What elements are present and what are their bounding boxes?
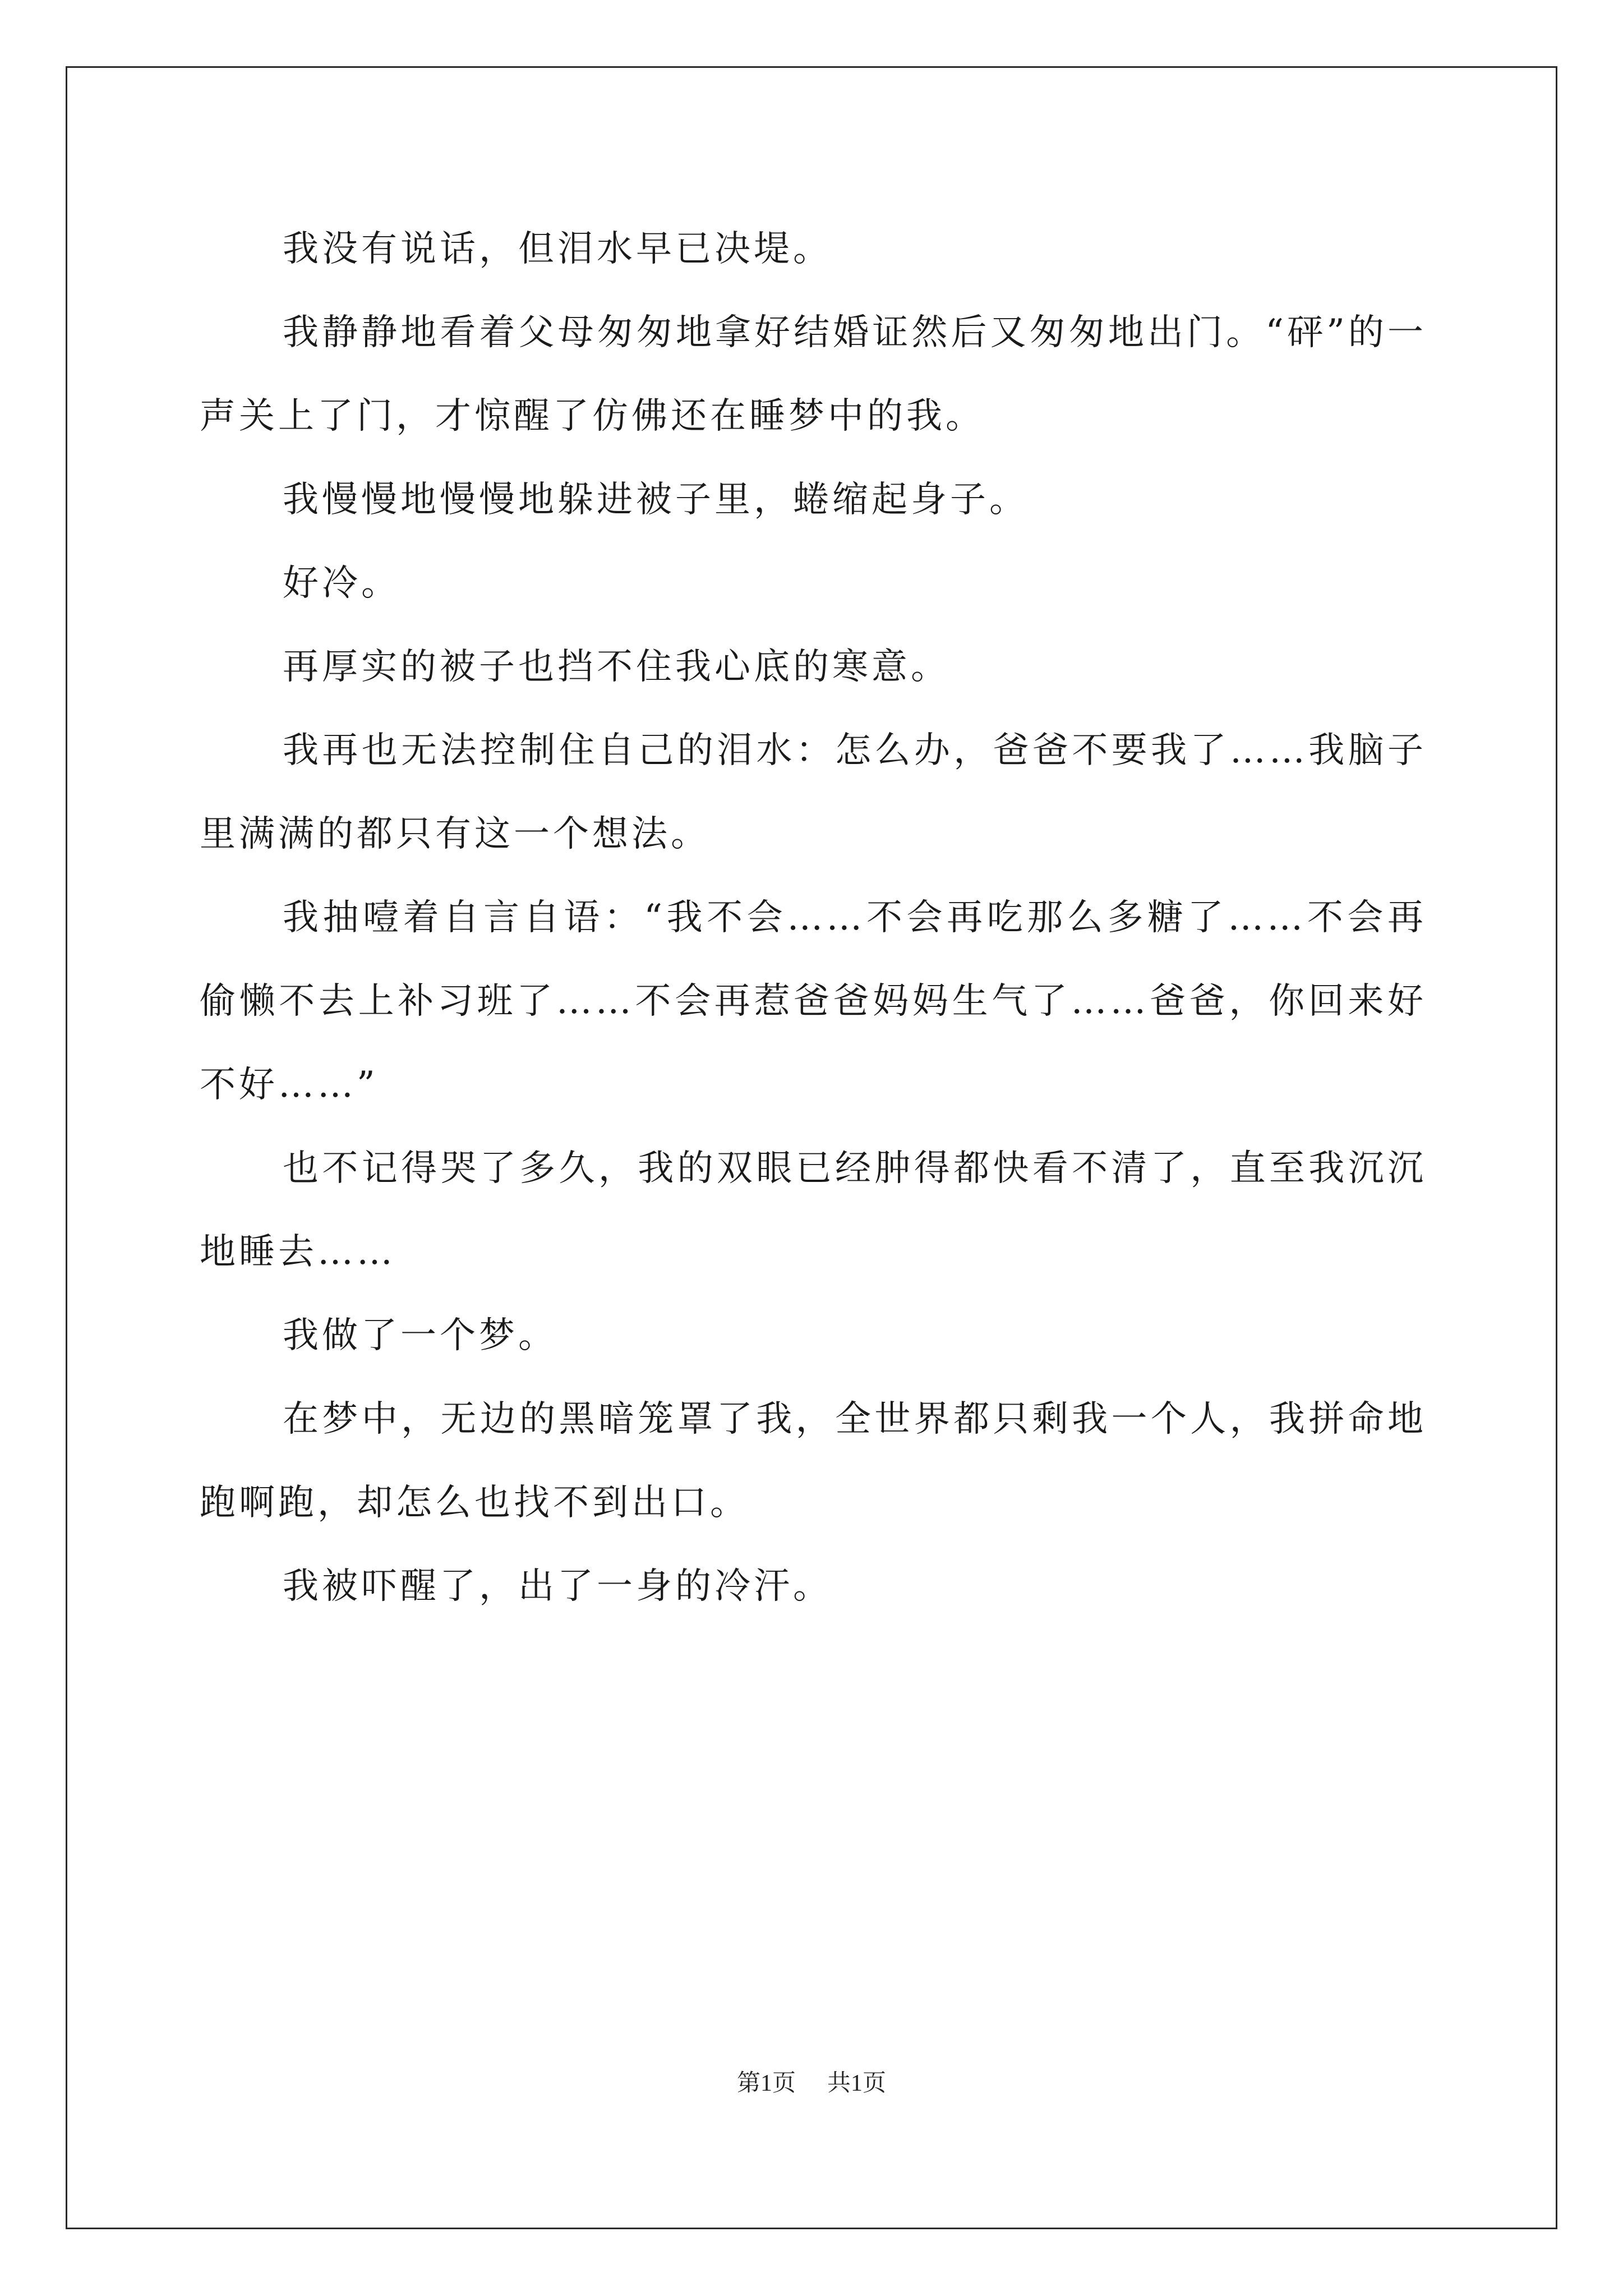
paragraph: 我再也无法控制住自己的泪水：怎么办，爸爸不要我了……我脑子里满满的都只有这一个想法。 [200,730,1427,855]
paragraph: 我被吓醒了，出了一身的冷汗。 [283,1566,832,1607]
paragraph: 好冷。 [283,563,400,604]
document-body [200,208,1427,1628]
paragraph: 我没有说话，但泪水早已决堤。 [283,228,832,270]
paragraph: 也不记得哭了多久，我的双眼已经肿得都快看不清了，直至我沉沉地睡去…… [200,1148,1427,1273]
page-footer [0,2064,1623,2098]
page-number-total: 共1页 [827,2070,887,2096]
page-number-current: 第1页 [736,2070,796,2096]
paragraph: 再厚实的被子也挡不住我心底的寒意。 [283,646,950,688]
paragraph: 我做了一个梦。 [283,1315,557,1356]
paragraph: 在梦中，无边的黑暗笼罩了我，全世界都只剩我一个人，我拼命地跑啊跑，却怎么也找不到出口。 [200,1398,1427,1524]
paragraph: 我静静地看着父母匆匆地拿好结婚证然后又匆匆地出门。“砰”的一声关上了门，才惊醒了仿佛还在睡梦中的我。 [200,312,1427,437]
paragraph: 我慢慢地慢慢地躲进被子里，蜷缩起身子。 [283,479,1029,521]
paragraph: 我抽噎着自言自语：“我不会……不会再吃那么多糖了……不会再偷懒不去上补习班了……不会再惹爸爸妈妈生气了……爸爸，你回来好不好……” [200,897,1427,1106]
